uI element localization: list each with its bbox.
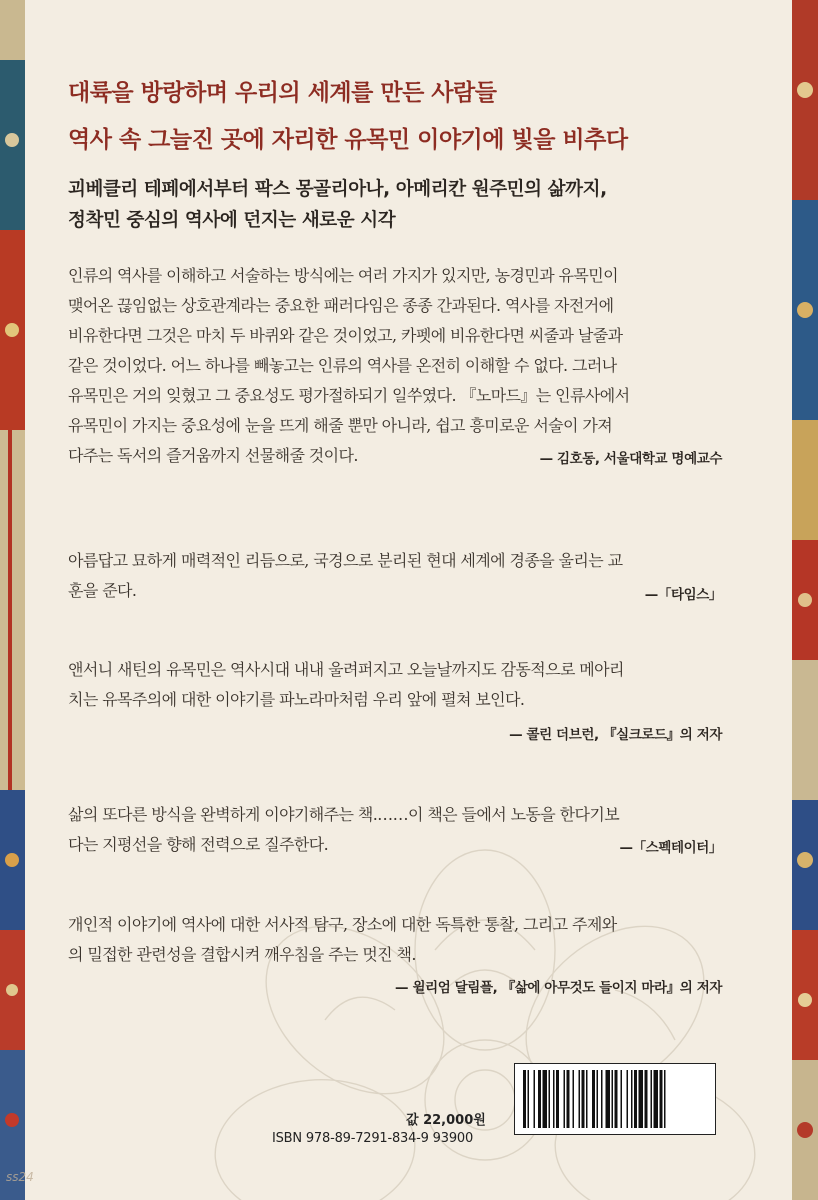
subhead-line-2: 정착민 중심의 역사에 던지는 새로운 시각 [68,210,396,231]
isbn-barcode [514,1063,716,1135]
quote-5-attribution: — 윌리엄 달림플, 『삶에 아무것도 들이지 마라』의 저자 [395,980,722,996]
quote-1-line: 다주는 독서의 즐거움까지 선물해줄 것이다. [68,446,358,465]
quote-1-line: 인류의 역사를 이해하고 서술하는 방식에는 여러 가지가 있지만, 농경민과 유목민이 [68,266,618,285]
quote-1-attribution: — 김호동, 서울대학교 명예교수 [539,451,722,467]
quote-5-line: 개인적 이야기에 역사에 대한 서사적 탐구, 장소에 대한 독특한 통찰, 그리고 주제와 [68,915,617,934]
barcode-bars [515,1064,715,1134]
quote-2-line: 아름답고 묘하게 매력적인 리듬으로, 국경으로 분리된 현대 세계에 경종을 울리는 교 [68,551,623,570]
publisher-logo: ss24 [6,1170,34,1184]
quote-4-line: 삶의 또다른 방식을 완벽하게 이야기해주는 책.……이 책은 들에서 노동을 한다기보 [68,805,620,824]
quote-1-line: 맺어온 끊임없는 상호관계라는 중요한 패러다임은 종종 간과된다. 역사를 자전거에 [68,296,614,315]
quote-3-line: 앤서니 새틴의 유목민은 역사시대 내내 울려퍼지고 오늘날까지도 감동적으로 메아리 [68,660,624,679]
quote-5-line: 의 밀접한 관련성을 결합시켜 깨우침을 주는 멋진 책. [68,945,416,964]
isbn-number: ISBN 978-89-7291-834-9 93900 [272,1131,474,1146]
headline-line-2: 역사 속 그늘진 곳에 자리한 유목민 이야기에 빛을 비추다 [68,127,628,153]
quote-1-line: 유목민이 가지는 중요성에 눈을 뜨게 해줄 뿐만 아니라, 쉽고 흥미로운 서술이 가져 [68,416,613,435]
quote-4-attribution: —「스펙테이터」 [619,840,722,856]
quote-1-line: 비유한다면 그것은 마치 두 바퀴와 같은 것이었고, 카펫에 비유한다면 씨줄과 날줄과 [68,326,623,345]
quote-3-attribution: — 콜린 더브런, 『실크로드』의 저자 [509,727,722,743]
subhead-line-1: 괴베클리 테페에서부터 팍스 몽골리아나, 아메리칸 원주민의 삶까지, [68,179,607,200]
quote-2-line: 훈을 준다. [68,581,137,600]
quote-1-line: 같은 것이었다. 어느 하나를 빼놓고는 인류의 역사를 온전히 이해할 수 없다. 그러나 [68,356,617,375]
left-ornament-border [0,0,25,1200]
quote-3-line: 치는 유목주의에 대한 이야기를 파노라마처럼 우리 앞에 펼쳐 보인다. [68,690,525,709]
quote-1-line: 유목민은 거의 잊혔고 그 중요성도 평가절하되기 일쑤였다. 『노마드』는 인류사에서 [68,386,630,405]
quote-4-line: 다는 지평선을 향해 전력으로 질주한다. [68,835,329,854]
price-label: 값 22,000원 [406,1113,486,1128]
quote-2-attribution: —「타임스」 [644,587,722,603]
right-ornament-border [792,0,818,1200]
headline-line-1: 대륙을 방랑하며 우리의 세계를 만든 사람들 [68,80,497,106]
